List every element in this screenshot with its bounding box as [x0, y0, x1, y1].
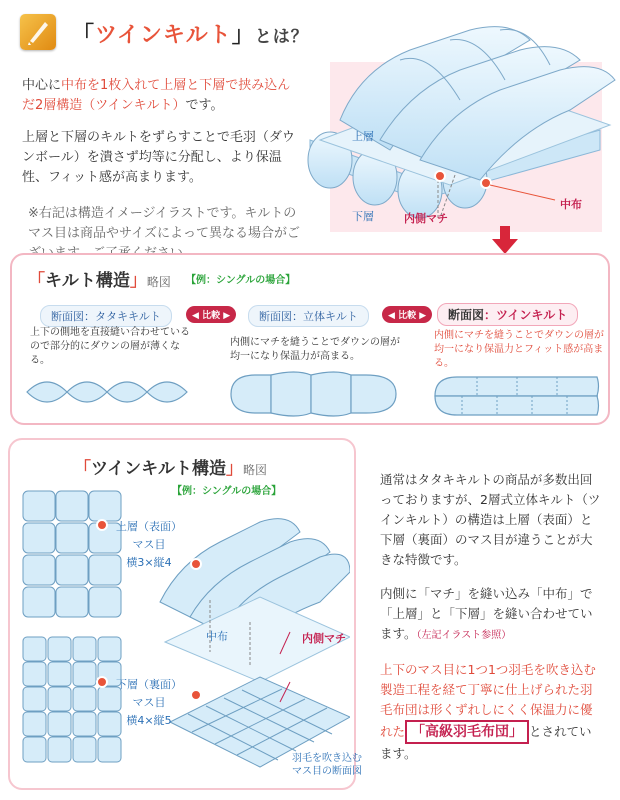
twin-description: [380, 470, 602, 764]
lower-grid-4x5: [22, 636, 122, 764]
hero-upper-label: 上層: [352, 130, 374, 143]
tataki-quilt-desc: 上下の側地を直接縫い合わせているので部分的にダウンの層が薄くなる。: [30, 327, 190, 366]
center-sheet-label: 中布: [206, 630, 228, 643]
tataki-quilt-label: 断面図：タタキキルト: [40, 305, 172, 327]
section-caption: 羽毛を吹き込むマス目の断面図: [292, 753, 362, 777]
upper-section-dot: [190, 558, 202, 570]
gusset-label: 内側マチ: [302, 632, 346, 645]
lower-section-dot: [190, 689, 202, 701]
premium-futon-highlight: 「高級羽毛布団」: [405, 720, 529, 744]
twin-cross-section: [432, 374, 602, 418]
intro-note: ※右記は構造イメージイラストです。キルトのマス目は商品やサイズによって異なる場合がご: [28, 206, 300, 241]
intro-paragraph-1: 中心に中布を1枚入れて上層と下層で挟み込んだ2層構造（ツインキルト）です。: [22, 78, 291, 113]
twin-quilt-desc: 内側にマチを縫うことでダウンの層が均一になり保温力とフィット感が高まる。: [434, 330, 604, 369]
3d-quilt-label: 断面図：立体キルト: [248, 305, 369, 327]
lower-layer-callout: 下層（裏面） マス目 横4×縦5: [116, 678, 182, 727]
upper-grid-3x4: [22, 490, 122, 618]
lower-marker-dot: [96, 676, 108, 688]
compare-badge-1: ◀ 比較 ▶: [186, 306, 236, 323]
pen-logo-icon: [20, 14, 56, 50]
twin-quilt-label: 断面図：ツインキルト: [437, 303, 578, 326]
hero-gusset-label: 内側マチ: [404, 212, 448, 225]
compare-badge-2: ◀ 比較 ▶: [382, 306, 432, 323]
3d-quilt-desc: 内側にマチを縫うことでダウンの層が均一になり保温力が高まる。: [230, 337, 400, 362]
3d-cross-section: [226, 371, 406, 417]
hero-lower-label: 下層: [352, 210, 374, 223]
down-arrow-icon: [490, 226, 520, 256]
twin-structure-title: 「ツインキルト構造」略図: [74, 459, 267, 479]
twin-paragraph-1: 通常はタタキキルトの商品が多数出回っておりますが、2層式立体キルト（ツインキルト）の構造は上層（表面）と下層（裏面）のマス目が違うことが大きな特徴です。: [380, 472, 601, 567]
upper-marker-dot: [96, 519, 108, 531]
upper-layer-callout: 上層（表面） マス目 横3×縦4: [116, 520, 182, 569]
title-highlight: ツインキルト: [95, 23, 232, 48]
quilt-structure-title: 「キルト構造」略図: [28, 271, 171, 291]
twin-paragraph-3: 上下のマス目に1つ1つ羽毛を吹き込む製造工程を経て丁寧に仕上げられた羽毛布団は形くずれしにくく保温力に優れた 「高級羽毛布団」 とされています。: [380, 662, 596, 761]
twin-example-label: 【例：シングルの場合】: [172, 486, 282, 497]
quilt-example-label: 【例：シングルの場合】: [186, 275, 296, 286]
hero-center-label: 中布: [560, 198, 582, 211]
intro-paragraph-2: 上層と下層のキルトをずらすことで毛羽（ダウンボール）を潰さず均等に分配し、より保温性、フィット感が高まります。: [22, 130, 295, 185]
tataki-cross-section: [22, 372, 192, 412]
intro-text: [22, 76, 302, 264]
twin-paragraph-2: 内側に「マチ」を縫い込み「中布」で「上層」と「下層」を縫い合わせています。（左記イラスト参照）: [380, 586, 593, 641]
page-title: 「ツインキルト」とは？: [72, 23, 309, 48]
